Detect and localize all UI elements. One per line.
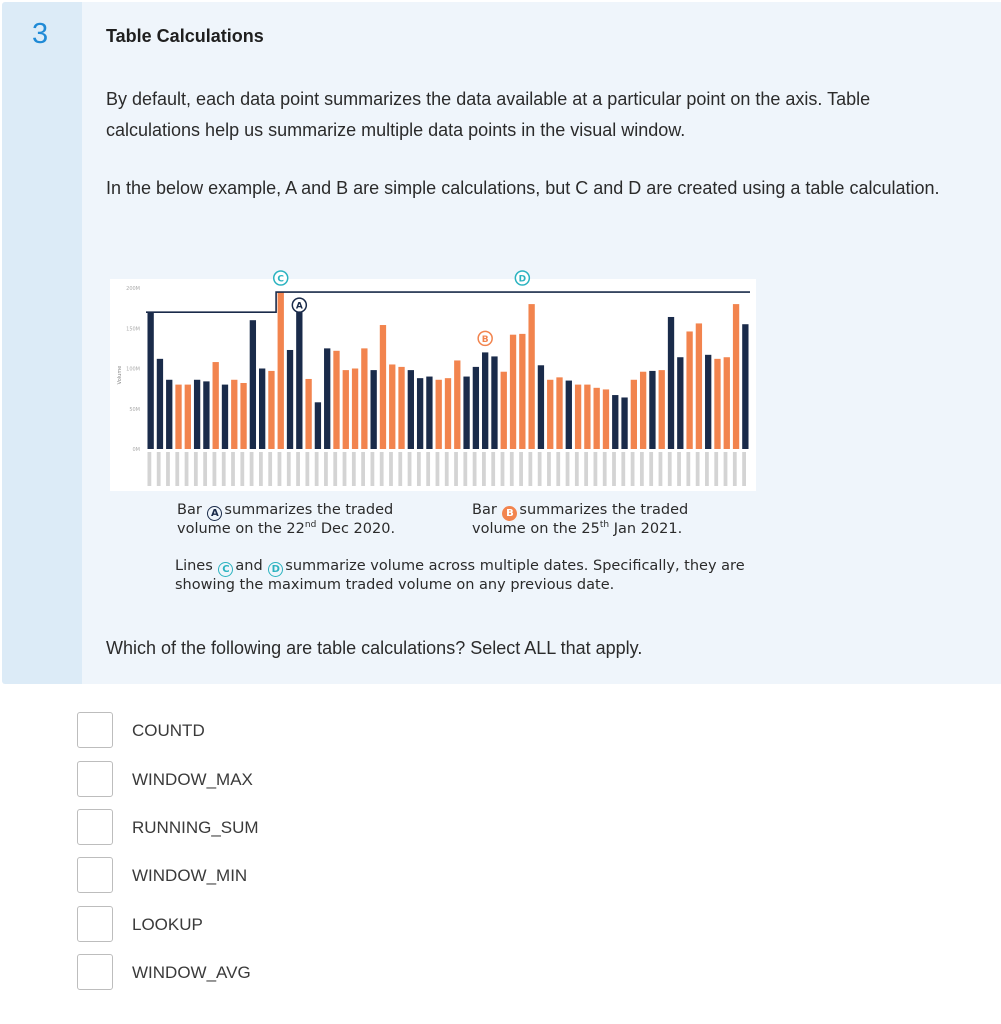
x-tick-label xyxy=(175,452,179,486)
x-tick-label xyxy=(649,452,653,486)
bar xyxy=(668,317,674,449)
bar xyxy=(566,381,572,449)
x-tick-label xyxy=(547,452,551,486)
badge-b-icon: B xyxy=(502,506,517,521)
bar xyxy=(686,331,692,449)
x-tick-label xyxy=(686,452,690,486)
x-tick-label xyxy=(714,452,718,486)
bar xyxy=(705,355,711,449)
x-tick-label xyxy=(157,452,161,486)
x-tick-label xyxy=(259,452,263,486)
option-window-max[interactable] xyxy=(76,761,676,799)
x-tick-label xyxy=(278,452,282,486)
x-tick-label xyxy=(343,452,347,486)
x-tick-label xyxy=(389,452,393,486)
x-tick-label xyxy=(659,452,663,486)
badge-c-icon: C xyxy=(218,562,233,577)
x-tick-label xyxy=(528,452,532,486)
x-tick-label xyxy=(240,452,244,486)
badge-d-icon: D xyxy=(268,562,283,577)
bar xyxy=(742,324,748,449)
x-tick-label xyxy=(203,452,207,486)
bar xyxy=(343,370,349,449)
x-tick-label xyxy=(482,452,486,486)
bar xyxy=(380,325,386,449)
x-tick-label xyxy=(426,452,430,486)
bar xyxy=(398,367,404,449)
bar xyxy=(631,380,637,449)
x-tick-label xyxy=(724,452,728,486)
question-prompt: Which of the following are table calculations? Select ALL that apply. xyxy=(106,638,643,658)
x-tick-label xyxy=(231,452,235,486)
caption-bar-b xyxy=(472,502,742,538)
bar xyxy=(584,385,590,449)
x-tick-label xyxy=(222,452,226,486)
bar xyxy=(213,362,219,449)
bar xyxy=(250,320,256,449)
bar xyxy=(417,378,423,449)
x-tick-label xyxy=(668,452,672,486)
y-tick-label: 150M xyxy=(126,326,140,333)
bar xyxy=(361,348,367,449)
bar xyxy=(408,370,414,449)
x-tick-label xyxy=(408,452,412,486)
x-tick-label xyxy=(631,452,635,486)
option-label: WINDOW_MAX xyxy=(132,770,253,789)
checkbox[interactable] xyxy=(77,761,113,797)
bar xyxy=(733,304,739,449)
example-paragraph: In the below example, A and B are simple calculations, but C and D are created using a table calculation. xyxy=(106,178,940,198)
option-label: WINDOW_AVG xyxy=(132,963,251,982)
bar xyxy=(426,377,432,449)
checkbox[interactable] xyxy=(77,857,113,893)
option-label: RUNNING_SUM xyxy=(132,818,259,837)
option-label: WINDOW_MIN xyxy=(132,866,248,885)
intro-paragraph: By default, each data point summarizes the data available at a particular point on the axis. Table calculations help us summarize multiple data points in the visual window. xyxy=(106,89,871,140)
x-tick-label xyxy=(640,452,644,486)
y-axis-label: Volume xyxy=(117,365,123,385)
question-title: Table Calculations xyxy=(106,26,264,46)
x-tick-label xyxy=(147,452,151,486)
bar xyxy=(203,381,209,449)
x-tick-label xyxy=(445,452,449,486)
bar xyxy=(519,334,525,449)
caption-cd-mid: and xyxy=(235,558,263,574)
caption-cd-text1: summarize volume across multiple dates. Specifically, they are xyxy=(285,558,745,574)
x-tick-label xyxy=(324,452,328,486)
x-tick-label xyxy=(538,452,542,486)
bar xyxy=(259,369,265,450)
bar xyxy=(463,377,469,449)
x-tick-label xyxy=(566,452,570,486)
bar xyxy=(222,385,228,449)
option-running-sum[interactable] xyxy=(76,809,676,847)
x-tick-label xyxy=(733,452,737,486)
bar xyxy=(724,357,730,449)
y-tick-label: 50M xyxy=(129,406,140,413)
bar xyxy=(268,371,274,449)
x-tick-label xyxy=(398,452,402,486)
x-tick-label xyxy=(268,452,272,486)
bar xyxy=(640,372,646,449)
x-tick-label xyxy=(473,452,477,486)
option-label: COUNTD xyxy=(132,721,205,740)
bar xyxy=(621,397,627,449)
checkbox[interactable] xyxy=(77,809,113,845)
bar-chart xyxy=(110,265,756,495)
caption-a-text3: Dec 2020. xyxy=(316,521,396,537)
bar xyxy=(677,357,683,449)
bar xyxy=(157,359,163,449)
bar xyxy=(528,304,534,449)
x-tick-label xyxy=(510,452,514,486)
option-countd[interactable] xyxy=(76,712,676,750)
caption-lines-cd xyxy=(175,558,775,594)
x-tick-label xyxy=(436,452,440,486)
x-tick-label xyxy=(213,452,217,486)
x-tick-label xyxy=(417,452,421,486)
x-tick-label xyxy=(166,452,170,486)
x-tick-label xyxy=(380,452,384,486)
question-body xyxy=(82,2,1001,684)
option-window-avg[interactable] xyxy=(76,954,676,992)
bar xyxy=(649,371,655,449)
annotation-b-label: B xyxy=(481,334,489,345)
x-tick-label xyxy=(454,452,458,486)
bar xyxy=(473,367,479,449)
bar xyxy=(240,383,246,449)
caption-b-text1: summarizes the traded xyxy=(519,502,689,518)
bar xyxy=(315,402,321,449)
bar xyxy=(603,389,609,449)
caption-b-prefix: Bar xyxy=(472,502,497,518)
bar xyxy=(501,372,507,449)
bar xyxy=(352,369,358,450)
x-tick-label xyxy=(696,452,700,486)
bar xyxy=(575,385,581,449)
x-tick-label xyxy=(603,452,607,486)
annotation-a-label: A xyxy=(295,301,303,312)
bar xyxy=(305,379,311,449)
x-tick-label xyxy=(305,452,309,486)
caption-cd-prefix: Lines xyxy=(175,558,213,574)
x-tick-label xyxy=(491,452,495,486)
bar xyxy=(287,350,293,449)
x-tick-label xyxy=(185,452,189,486)
bar xyxy=(389,364,395,449)
x-tick-label xyxy=(584,452,588,486)
x-tick-label xyxy=(575,452,579,486)
bar xyxy=(194,380,200,449)
x-tick-label xyxy=(463,452,467,486)
option-lookup[interactable] xyxy=(76,906,676,944)
bar xyxy=(445,378,451,449)
bar xyxy=(612,395,618,449)
bar xyxy=(547,380,553,449)
bar xyxy=(491,356,497,449)
checkbox[interactable] xyxy=(77,712,113,748)
x-tick-label xyxy=(519,452,523,486)
x-tick-label xyxy=(194,452,198,486)
x-tick-label xyxy=(315,452,319,486)
badge-a-icon: A xyxy=(207,506,222,521)
checkbox[interactable] xyxy=(77,906,113,942)
caption-a-prefix: Bar xyxy=(177,502,202,518)
caption-cd-text2: showing the maximum traded volume on any previous date. xyxy=(175,577,615,593)
question-number: 3 xyxy=(32,18,49,50)
annotation-d-label: D xyxy=(518,274,527,285)
annotation-c-label: C xyxy=(277,274,285,285)
x-tick-label xyxy=(677,452,681,486)
bar xyxy=(175,385,181,449)
option-window-min[interactable] xyxy=(76,857,676,895)
x-tick-label xyxy=(705,452,709,486)
bar xyxy=(482,352,488,449)
bar xyxy=(324,348,330,449)
x-tick-label xyxy=(333,452,337,486)
bar xyxy=(371,370,377,449)
x-tick-label xyxy=(556,452,560,486)
caption-a-text2: volume on the 22 xyxy=(177,521,305,537)
x-tick-label xyxy=(594,452,598,486)
x-tick-label xyxy=(361,452,365,486)
question-number-column xyxy=(2,2,82,684)
bar xyxy=(231,380,237,449)
x-tick-label xyxy=(287,452,291,486)
x-tick-label xyxy=(296,452,300,486)
x-tick-label xyxy=(612,452,616,486)
bar xyxy=(436,380,442,449)
x-tick-label xyxy=(371,452,375,486)
bar xyxy=(556,377,562,449)
caption-b-text2: volume on the 25 xyxy=(472,521,600,537)
x-tick-label xyxy=(501,452,505,486)
caption-bar-a xyxy=(177,502,447,538)
checkbox[interactable] xyxy=(77,954,113,990)
option-label: LOOKUP xyxy=(132,915,203,934)
caption-b-sup: th xyxy=(599,520,610,531)
caption-a-sup: nd xyxy=(304,520,317,531)
bar xyxy=(538,365,544,449)
bar xyxy=(278,292,284,449)
y-tick-label: 0M xyxy=(132,447,140,453)
bar xyxy=(714,359,720,449)
caption-b-text3: Jan 2021. xyxy=(609,521,683,537)
example-figure xyxy=(110,265,756,595)
x-tick-label xyxy=(352,452,356,486)
y-tick-label: 100M xyxy=(126,366,140,373)
x-tick-label xyxy=(742,452,746,486)
bar xyxy=(594,388,600,449)
x-tick-label xyxy=(250,452,254,486)
bar xyxy=(166,380,172,449)
bar xyxy=(296,312,302,449)
bar xyxy=(510,335,516,449)
bar xyxy=(333,351,339,449)
bar xyxy=(185,385,191,449)
x-tick-label xyxy=(621,452,625,486)
caption-a-text1: summarizes the traded xyxy=(224,502,394,518)
bar xyxy=(454,360,460,449)
bar xyxy=(696,323,702,449)
bar xyxy=(147,312,153,449)
bar xyxy=(659,370,665,449)
y-tick-label: 200M xyxy=(126,286,140,292)
